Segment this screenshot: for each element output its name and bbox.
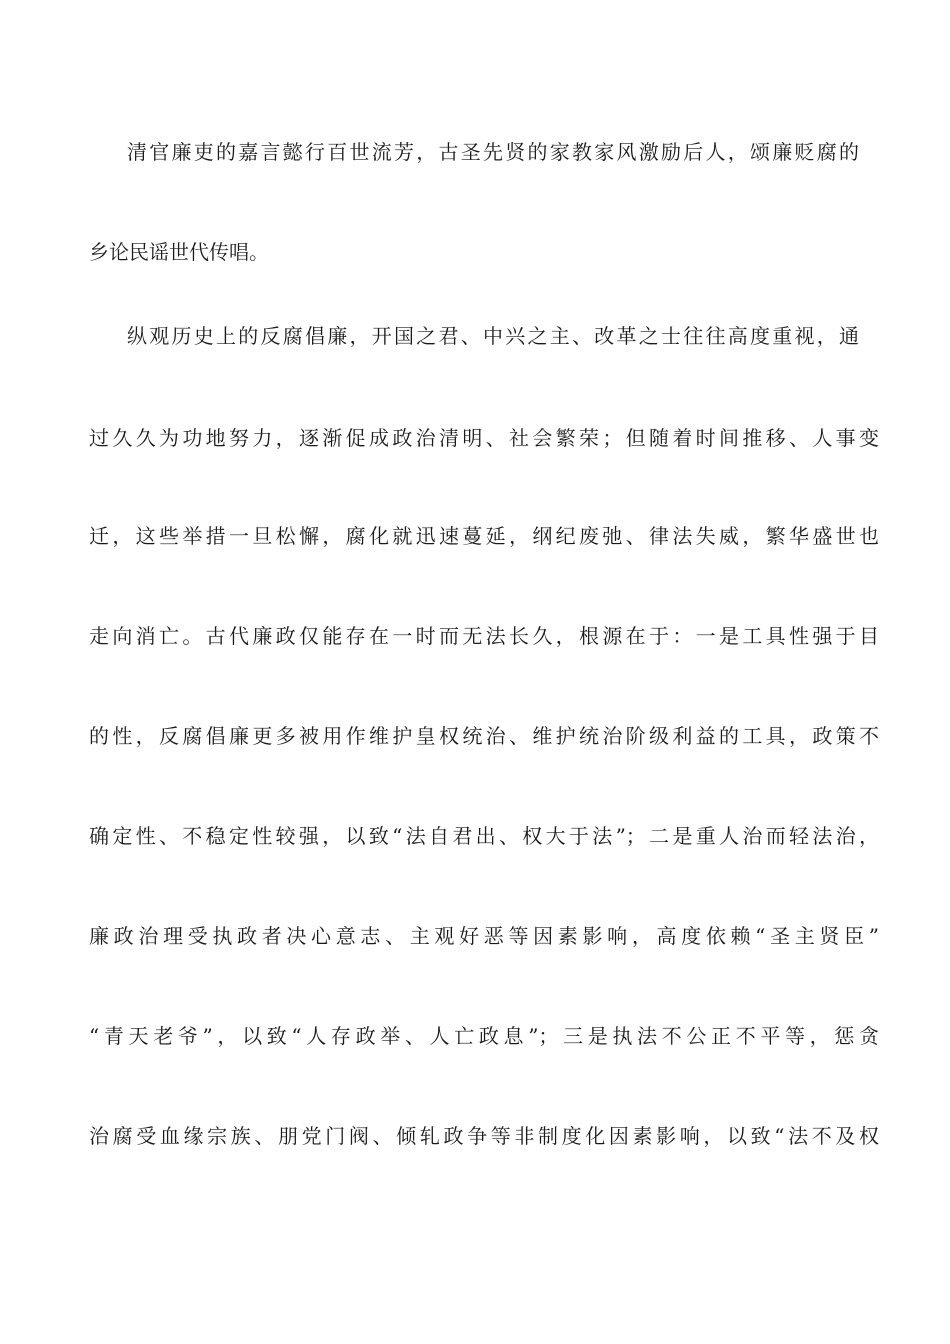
paragraph-2-line-6: 确定性、不稳定性较强，以致“法自君出、权大于法”；二是重人治而轻法治， (89, 824, 879, 848)
paragraph-1-line-2: 乡论民谣世代传唱。 (89, 240, 269, 264)
paragraph-2-line-2: 过久久为功地努力，逐渐促成政治清明、社会繁荣；但随着时间推移、人事变 (89, 426, 879, 450)
paragraph-2-line-1: 纵观历史上的反腐倡廉，开国之君、中兴之主、改革之士往往高度重视，通 (127, 324, 859, 348)
paragraph-1-line-1: 清官廉吏的嘉言懿行百世流芳，古圣先贤的家教家风激励后人，颂廉贬腐的 (127, 140, 859, 164)
paragraph-2-line-3: 迁，这些举措一旦松懈，腐化就迅速蔓延，纲纪废弛、律法失威，繁华盛世也 (89, 524, 879, 548)
paragraph-2-line-7: 廉政治理受执政者决心意志、主观好恶等因素影响，高度依赖“圣主贤臣” (89, 924, 879, 948)
paragraph-2-line-4: 走向消亡。古代廉政仅能存在一时而无法长久，根源在于：一是工具性强于目 (89, 624, 879, 648)
paragraph-2-line-9: 治腐受血缘宗族、朋党门阀、倾轧政争等非制度化因素影响，以致“法不及权 (89, 1124, 879, 1148)
paragraph-2-line-5: 的性，反腐倡廉更多被用作维护皇权统治、维护统治阶级利益的工具，政策不 (89, 724, 879, 748)
paragraph-2-line-8: “青天老爷”，以致“人存政举、人亡政息”；三是执法不公正不平等，惩贪 (89, 1024, 879, 1048)
